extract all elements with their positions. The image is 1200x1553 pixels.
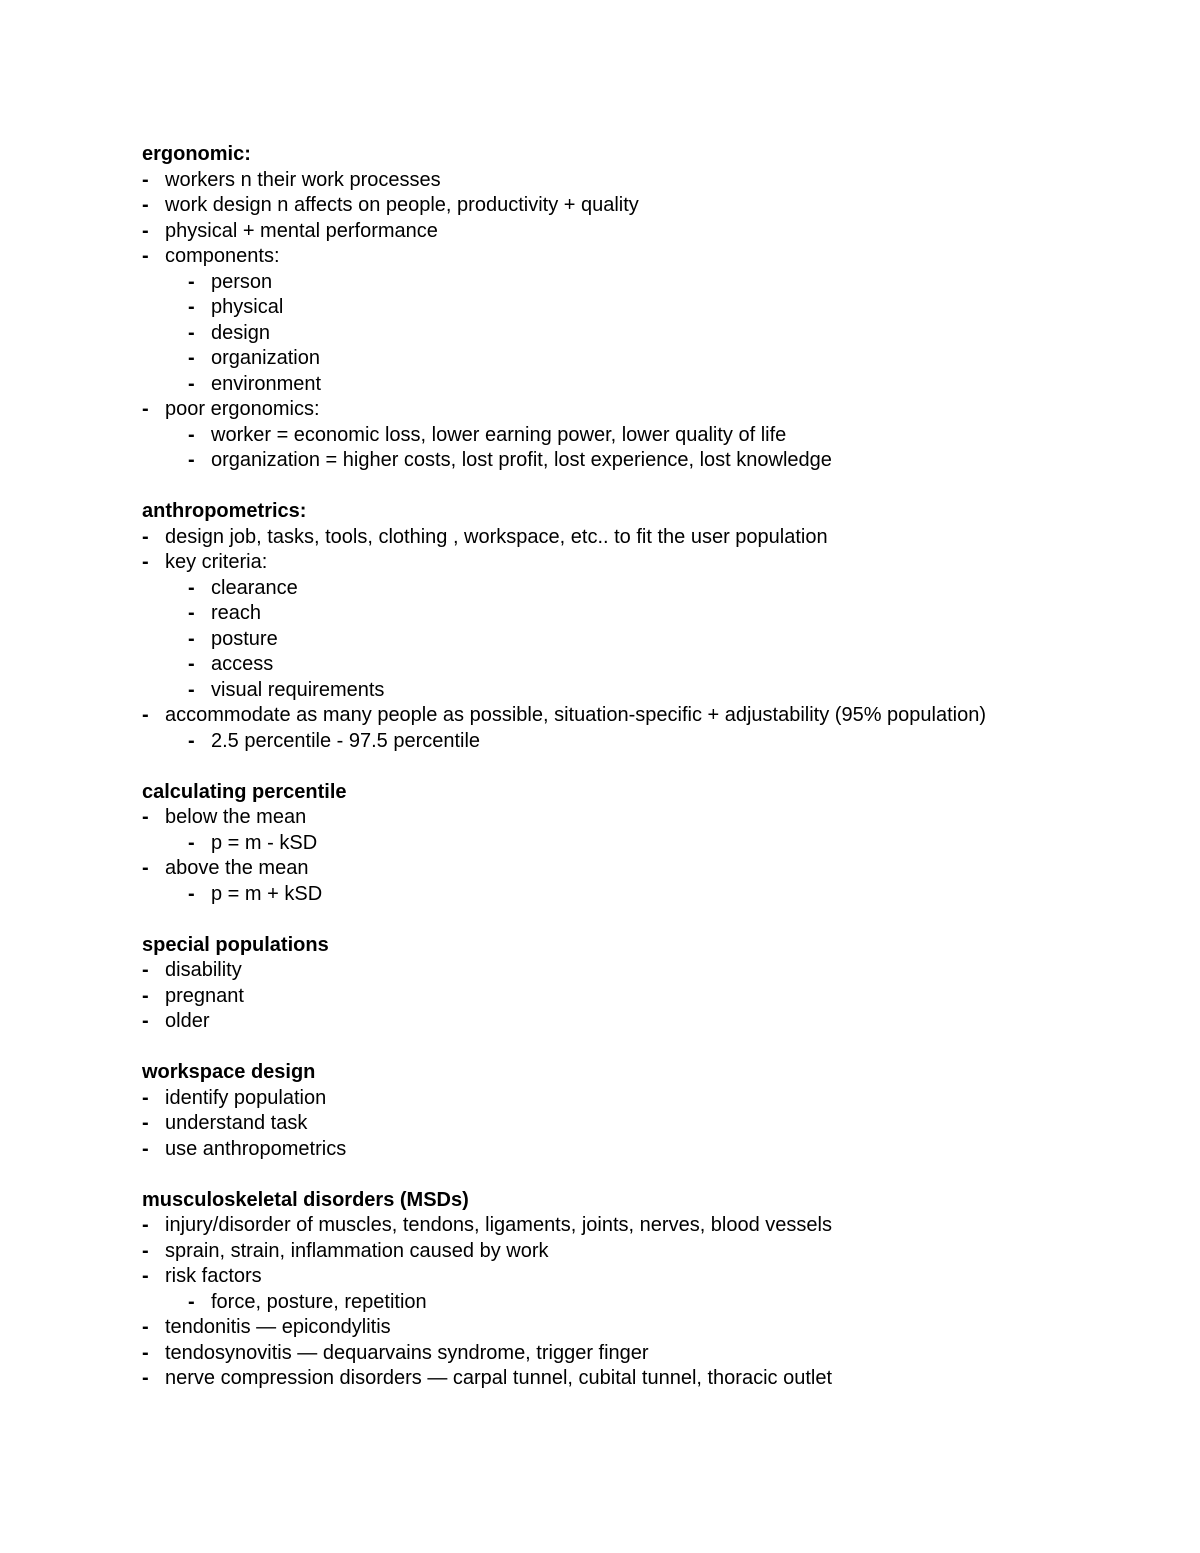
list-item [142,244,1142,270]
list-item-text: understand task [165,1112,308,1134]
list-item [142,1315,1142,1341]
sub-list-item [142,652,1142,678]
list-item-text: workers n their work processes [165,168,441,191]
list-item-text: tendosynovitis — dequarvains syndrome, trigger finger [165,1341,649,1364]
list-item [142,550,1142,576]
note-section [142,1060,1142,1162]
sub-list-item [142,678,1142,704]
dash-bullet: - [188,602,195,624]
list-item-text: sprain, strain, inflammation caused by work [165,1239,549,1262]
list-item-text: older [165,1010,210,1032]
list-item [142,856,1142,882]
list-item-text: physical + mental performance [165,219,438,242]
list-item-text: 2.5 percentile - 97.5 percentile [211,729,481,752]
dash-bullet: - [188,270,195,293]
list-item [142,1366,1142,1392]
list-item-text: identify population [165,1086,327,1109]
dash-bullet: - [142,219,149,242]
list-item-text: organization [211,347,320,369]
list-item [142,984,1142,1010]
dash-bullet: - [188,576,195,599]
list-item-text: force, posture, repetition [211,1290,427,1313]
dash-bullet: - [142,1010,149,1032]
list-item-text: poor ergonomics: [165,398,320,420]
sub-list-item [142,1290,1142,1316]
list-item-text: injury/disorder of muscles, tendons, ligaments, joints, nerves, blood vessels [165,1214,832,1236]
dash-bullet: - [142,398,149,420]
dash-bullet: - [142,1316,149,1338]
list-item-text: posture [211,627,278,650]
list-item [142,805,1142,831]
list-item-text: reach [211,602,262,624]
list-item-text: design job, tasks, tools, clothing , workspace, etc.. to fit the user population [165,525,828,548]
list-item [142,1137,1142,1163]
dash-bullet: - [142,1214,149,1236]
list-item [142,193,1142,219]
list-item-text: person [211,270,273,293]
note-section [142,142,1142,474]
dash-bullet: - [142,194,149,216]
sub-list-item [142,576,1142,602]
notes-content [142,142,1142,1392]
list-item [142,525,1142,551]
list-item-text: disability [165,959,242,981]
dash-bullet: - [188,296,195,318]
sub-list-item [142,346,1142,372]
sub-list-item [142,295,1142,321]
dash-bullet: - [142,551,149,573]
list-item-text: physical [211,296,284,318]
sub-list-item [142,831,1142,857]
dash-bullet: - [142,984,149,1007]
sub-list-item [142,729,1142,755]
dash-bullet: - [142,1265,149,1287]
list-item [142,397,1142,423]
list-item-text: access [211,653,274,675]
dash-bullet: - [188,347,195,369]
dash-bullet: - [188,1290,195,1313]
dash-bullet: - [188,372,195,395]
dash-bullet: - [188,678,195,701]
note-section [142,780,1142,908]
list-item [142,1009,1142,1035]
dash-bullet: - [142,1367,149,1389]
sub-list-item [142,423,1142,449]
list-item-text: clearance [211,576,298,599]
dash-bullet: - [188,449,195,471]
dash-bullet: - [142,245,149,267]
section-heading: workspace design [142,1061,316,1083]
section-heading: musculoskeletal disorders (MSDs) [142,1188,469,1211]
dash-bullet: - [188,321,195,344]
sub-list-item [142,372,1142,398]
note-section [142,1188,1142,1392]
dash-bullet: - [188,882,195,905]
list-item-text: components: [165,245,280,267]
sub-list-item [142,882,1142,908]
list-item [142,703,1142,729]
section-heading: calculating percentile [142,780,347,803]
list-item [142,168,1142,194]
dash-bullet: - [142,959,149,981]
list-item [142,958,1142,984]
dash-bullet: - [188,627,195,650]
list-item-text: use anthropometrics [165,1137,347,1160]
list-item [142,1264,1142,1290]
dash-bullet: - [142,525,149,548]
section-heading: ergonomic: [142,143,251,165]
dash-bullet: - [188,653,195,675]
list-item-text: below the mean [165,806,307,828]
dash-bullet: - [142,857,149,879]
dash-bullet: - [188,423,195,446]
list-item [142,1111,1142,1137]
dash-bullet: - [142,704,149,726]
section-spacer [142,754,1142,780]
list-item-text: worker = economic loss, lower earning power, lower quality of life [211,423,787,446]
section-heading: anthropometrics: [142,500,307,522]
dash-bullet: - [142,806,149,828]
section-spacer [142,474,1142,500]
dash-bullet: - [142,1341,149,1364]
section-spacer [142,1162,1142,1188]
section-spacer [142,907,1142,933]
section-spacer [142,1035,1142,1061]
dash-bullet: - [188,729,195,752]
list-item [142,1341,1142,1367]
list-item-text: tendonitis — epicondylitis [165,1316,391,1338]
dash-bullet: - [188,831,195,854]
list-item-text: work design n affects on people, productivity + quality [165,194,639,216]
list-item-text: above the mean [165,857,309,879]
list-item-text: nerve compression disorders — carpal tunnel, cubital tunnel, thoracic outlet [165,1367,833,1389]
dash-bullet: - [142,1137,149,1160]
list-item-text: organization = higher costs, lost profit, lost experience, lost knowledge [211,449,832,471]
list-item-text: accommodate as many people as possible, situation-specific + adjustability (95% population) [165,704,987,726]
dash-bullet: - [142,1239,149,1262]
list-item-text: pregnant [165,984,244,1007]
dash-bullet: - [142,1086,149,1109]
sub-list-item [142,321,1142,347]
list-item-text: design [211,321,270,344]
list-item-text: key criteria: [165,551,268,573]
sub-list-item [142,601,1142,627]
list-item-text: risk factors [165,1265,262,1287]
list-item [142,1086,1142,1112]
list-item [142,219,1142,245]
sub-list-item [142,448,1142,474]
list-item-text: visual requirements [211,678,385,701]
list-item-text: p = m - kSD [211,831,318,854]
dash-bullet: - [142,168,149,191]
list-item-text: environment [211,372,322,395]
dash-bullet: - [142,1112,149,1134]
list-item-text: p = m + kSD [211,882,323,905]
section-heading: special populations [142,933,329,956]
note-section [142,933,1142,1035]
note-section [142,499,1142,754]
sub-list-item [142,627,1142,653]
list-item [142,1239,1142,1265]
sub-list-item [142,270,1142,296]
list-item [142,1213,1142,1239]
